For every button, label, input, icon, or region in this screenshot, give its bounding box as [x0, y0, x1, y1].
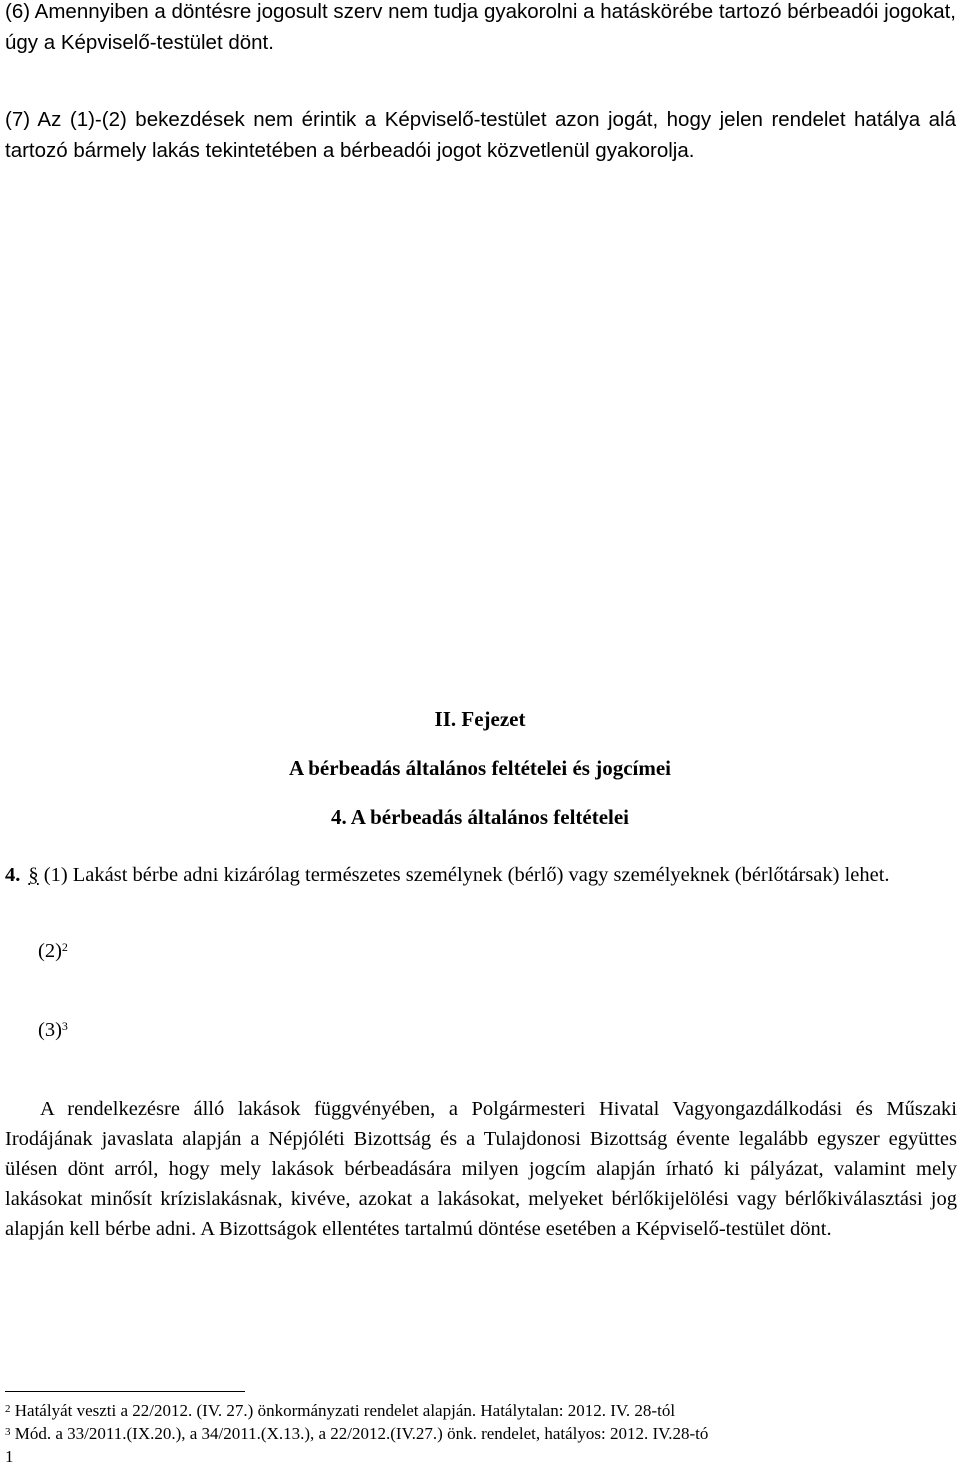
- paragraph-3-label: (3): [38, 1019, 62, 1041]
- section-4-paragraph-1: [5, 860, 957, 891]
- footnote-2: [5, 1400, 675, 1422]
- footnote-separator: [5, 1391, 245, 1392]
- paragraph-7: (7) Az (1)-(2) bekezdések nem érintik a Képviselő-testület azon jogát, hogy jelen rendelet hatálya alá tartozó bármely lakás tekintetében a bérbeadói jogot közvetlenül gyakorolja.: [5, 108, 956, 162]
- section-4-main-text: A rendelkezésre álló lakások függvényében, a Polgármesteri Hivatal Vagyongazdálkodási és Műszaki Irodájának javaslata alapján a Népjóléti Bizottság és a Tulajdonosi Bizottság évente legalább egyszer együttes ülésen dönt arról, hogy mely lakások bérbeadására milyen jogcím alapján írható ki pályázat, valamint mely lakásokat minősít krízislakásnak, kivéve, azokat a lakásokat, melyeket bérlőkijelölési vagy bérlőkiválasztási jog alapján kell bérbe adni. A Bizottságok ellentétes tartalmú döntése esetében a Képviselő-testület dönt.: [5, 1098, 957, 1240]
- footnote-ref-2[interactable]: 2: [61, 940, 68, 954]
- footnote-ref-3[interactable]: 3: [61, 1019, 68, 1033]
- footnote-2-marker: 2: [5, 1403, 11, 1415]
- footnote-3-text: Mód. a 33/2011.(IX.20.), a 34/2011.(X.13.), a 22/2012.(IV.27.) önk. rendelet, hatályos: 2012. IV.28-tó: [14, 1424, 709, 1443]
- footnote-3-marker: 3: [5, 1426, 11, 1438]
- footnote-2-text: Hatályát veszti a 22/2012. (IV. 27.) önkormányzati rendelet alapján. Hatálytalan: 2012. IV. 28-tól: [14, 1401, 676, 1420]
- chapter-title: A bérbeadás általános feltételei és jogcímei: [289, 756, 671, 780]
- section-4-paragraph-2: [38, 938, 68, 964]
- page-number: 1: [5, 1447, 14, 1466]
- section-symbol: §: [28, 864, 39, 886]
- paragraph-6: (6) Amennyiben a döntésre jogosult szerv nem tudja gyakorolni a hatáskörébe tartozó bérbeadói jogokat, úgy a Képviselő-testület dönt.: [5, 0, 956, 54]
- footnote-3: [5, 1423, 708, 1445]
- paragraph-2-label: (2): [38, 940, 62, 962]
- section-number: 4.: [5, 864, 21, 886]
- chapter-number: II. Fejezet: [434, 707, 526, 731]
- section-4-paragraph-3: [38, 1017, 68, 1043]
- section-4-p1-text: (1) Lakást bérbe adni kizárólag természetes személynek (bérlő) vagy személyeknek (bérlőtársak) lehet.: [43, 864, 890, 886]
- section-title: 4. A bérbeadás általános feltételei: [330, 805, 630, 829]
